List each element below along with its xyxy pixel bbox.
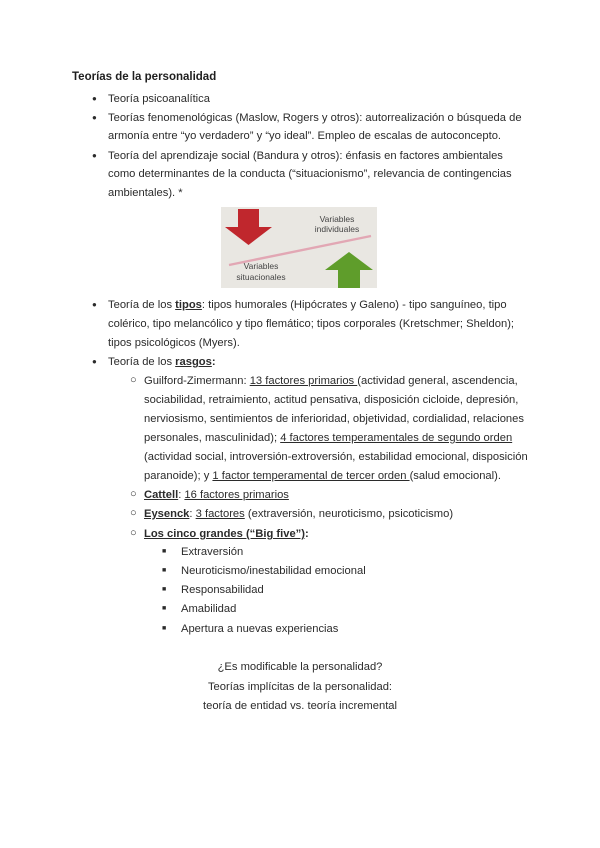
item-tipos-line3: tipos psicológicos (Myers).	[108, 337, 240, 349]
guilford-line6-pre: paranoide); y	[144, 470, 213, 482]
trait-item: Apertura a nuevas experiencias	[181, 623, 339, 635]
item-rasgos	[108, 355, 216, 369]
item-aprendizaje-line2: como determinantes de la conducta (“situacionismo”, relevancia de contingencias	[108, 168, 512, 180]
item-fenomenologicas-line1: Teorías fenomenológicas (Maslow, Rogers y otros): autorrealización o búsqueda de	[108, 112, 522, 124]
variables-figure	[221, 207, 377, 288]
eysenck-line	[144, 507, 453, 521]
big-five-colon: :	[305, 528, 309, 540]
item-fenomenologicas-line2: armonía entre “yo verdadero” y “yo ideal”. Empleo de escalas de autoconcepto.	[108, 130, 502, 142]
guilford-line4-pre: personales, masculinidad);	[144, 432, 281, 444]
closing-line2: Teorías implícitas de la personalidad:	[207, 681, 393, 693]
guilford-13-factores: 13 factores primarios	[249, 375, 358, 387]
cattell-factors: 16 factores primarios	[184, 489, 289, 501]
cattell-sep: :	[178, 489, 185, 501]
big-five-line	[144, 527, 309, 541]
bullet-dot: ●	[92, 300, 97, 309]
item-tipos-line2: colérico, tipo melancólico y tipo flemático; tipos corporales (Kretschmer; Sheldon);	[108, 318, 515, 330]
guilford-line4	[144, 431, 512, 445]
bullet-dot: ●	[92, 151, 97, 160]
item-aprendizaje-line3: ambientales). *	[108, 187, 183, 199]
guilford-line5: (actividad social, introversión-extroversión, estabilidad emocional, disposición	[144, 451, 528, 463]
bullet-circle: ○	[130, 488, 137, 500]
tipos-keyword: tipos	[175, 299, 202, 311]
item-aprendizaje-line1: Teoría del aprendizaje social (Bandura y otros): énfasis en factores ambientales	[108, 150, 503, 162]
guilford-line3: nerviosismo, sentimientos de inferioridad, objetividad, cordialidad, relaciones	[144, 413, 524, 425]
bullet-circle: ○	[130, 527, 137, 539]
guilford-line2: sociabilidad, retraimiento, actitud pensativa, disposición cicloide, depresión,	[144, 394, 519, 406]
guilford-line1-rest: (actividad general, ascendencia,	[357, 375, 518, 387]
bullet-square: ■	[162, 625, 167, 632]
closing-line3: teoría de entidad vs. teoría incremental	[202, 700, 398, 712]
trait-item: Responsabilidad	[181, 584, 264, 596]
eysenck-sep: :	[189, 508, 196, 520]
guilford-1-factor: 1 factor temperamental de tercer orden	[212, 470, 410, 482]
rasgos-colon: :	[211, 356, 216, 368]
bullet-circle: ○	[130, 507, 137, 519]
bullet-dot: ●	[92, 94, 97, 103]
bullet-square: ■	[162, 548, 167, 555]
label-variables-situacionales-2: situacionales	[236, 272, 286, 282]
label-variables-situacionales-1: Variables	[243, 261, 279, 271]
tipos-line1-rest: : tipos humorales (Hipócrates y Galeno) - tipo sanguíneo, tipo	[201, 299, 507, 311]
guilford-name: Guilford-Zimermann:	[144, 375, 250, 387]
trait-item: Amabilidad	[181, 603, 237, 615]
label-variables-individuales-2: individuales	[314, 224, 360, 234]
item-tipos-line1	[108, 298, 507, 312]
rasgos-keyword: rasgos	[175, 356, 212, 368]
bullet-dot: ●	[92, 113, 97, 122]
guilford-line1	[144, 374, 518, 388]
bullet-square: ■	[162, 567, 167, 574]
bullet-square: ■	[162, 605, 167, 612]
guilford-4-factores: 4 factores temperamentales de segundo orden	[280, 432, 513, 444]
closing-question: ¿Es modificable la personalidad?	[217, 661, 383, 673]
bullet-square: ■	[162, 586, 167, 593]
guilford-line6	[144, 469, 501, 483]
guilford-line6-post: (salud emocional).	[409, 470, 501, 482]
trait-item: Neuroticismo/inestabilidad emocional	[181, 565, 366, 577]
section-title: Teorías de la personalidad	[72, 71, 217, 83]
tipos-prefix: Teoría de los	[108, 299, 176, 311]
cattell-name: Cattell	[144, 489, 179, 501]
big-five-label: Los cinco grandes (“Big five”)	[144, 528, 306, 540]
cattell-line	[144, 488, 289, 502]
bullet-dot: ●	[92, 357, 97, 366]
trait-item: Extraversión	[181, 546, 244, 558]
item-psicoanalitica: Teoría psicoanalítica	[108, 93, 210, 105]
eysenck-rest: (extraversión, neuroticismo, psicoticismo)	[244, 508, 454, 520]
bullet-circle: ○	[130, 374, 137, 386]
rasgos-prefix: Teoría de los	[108, 356, 176, 368]
eysenck-factors: 3 factores	[195, 508, 245, 520]
eysenck-name: Eysenck	[144, 508, 190, 520]
label-variables-individuales-1: Variables	[319, 214, 355, 224]
